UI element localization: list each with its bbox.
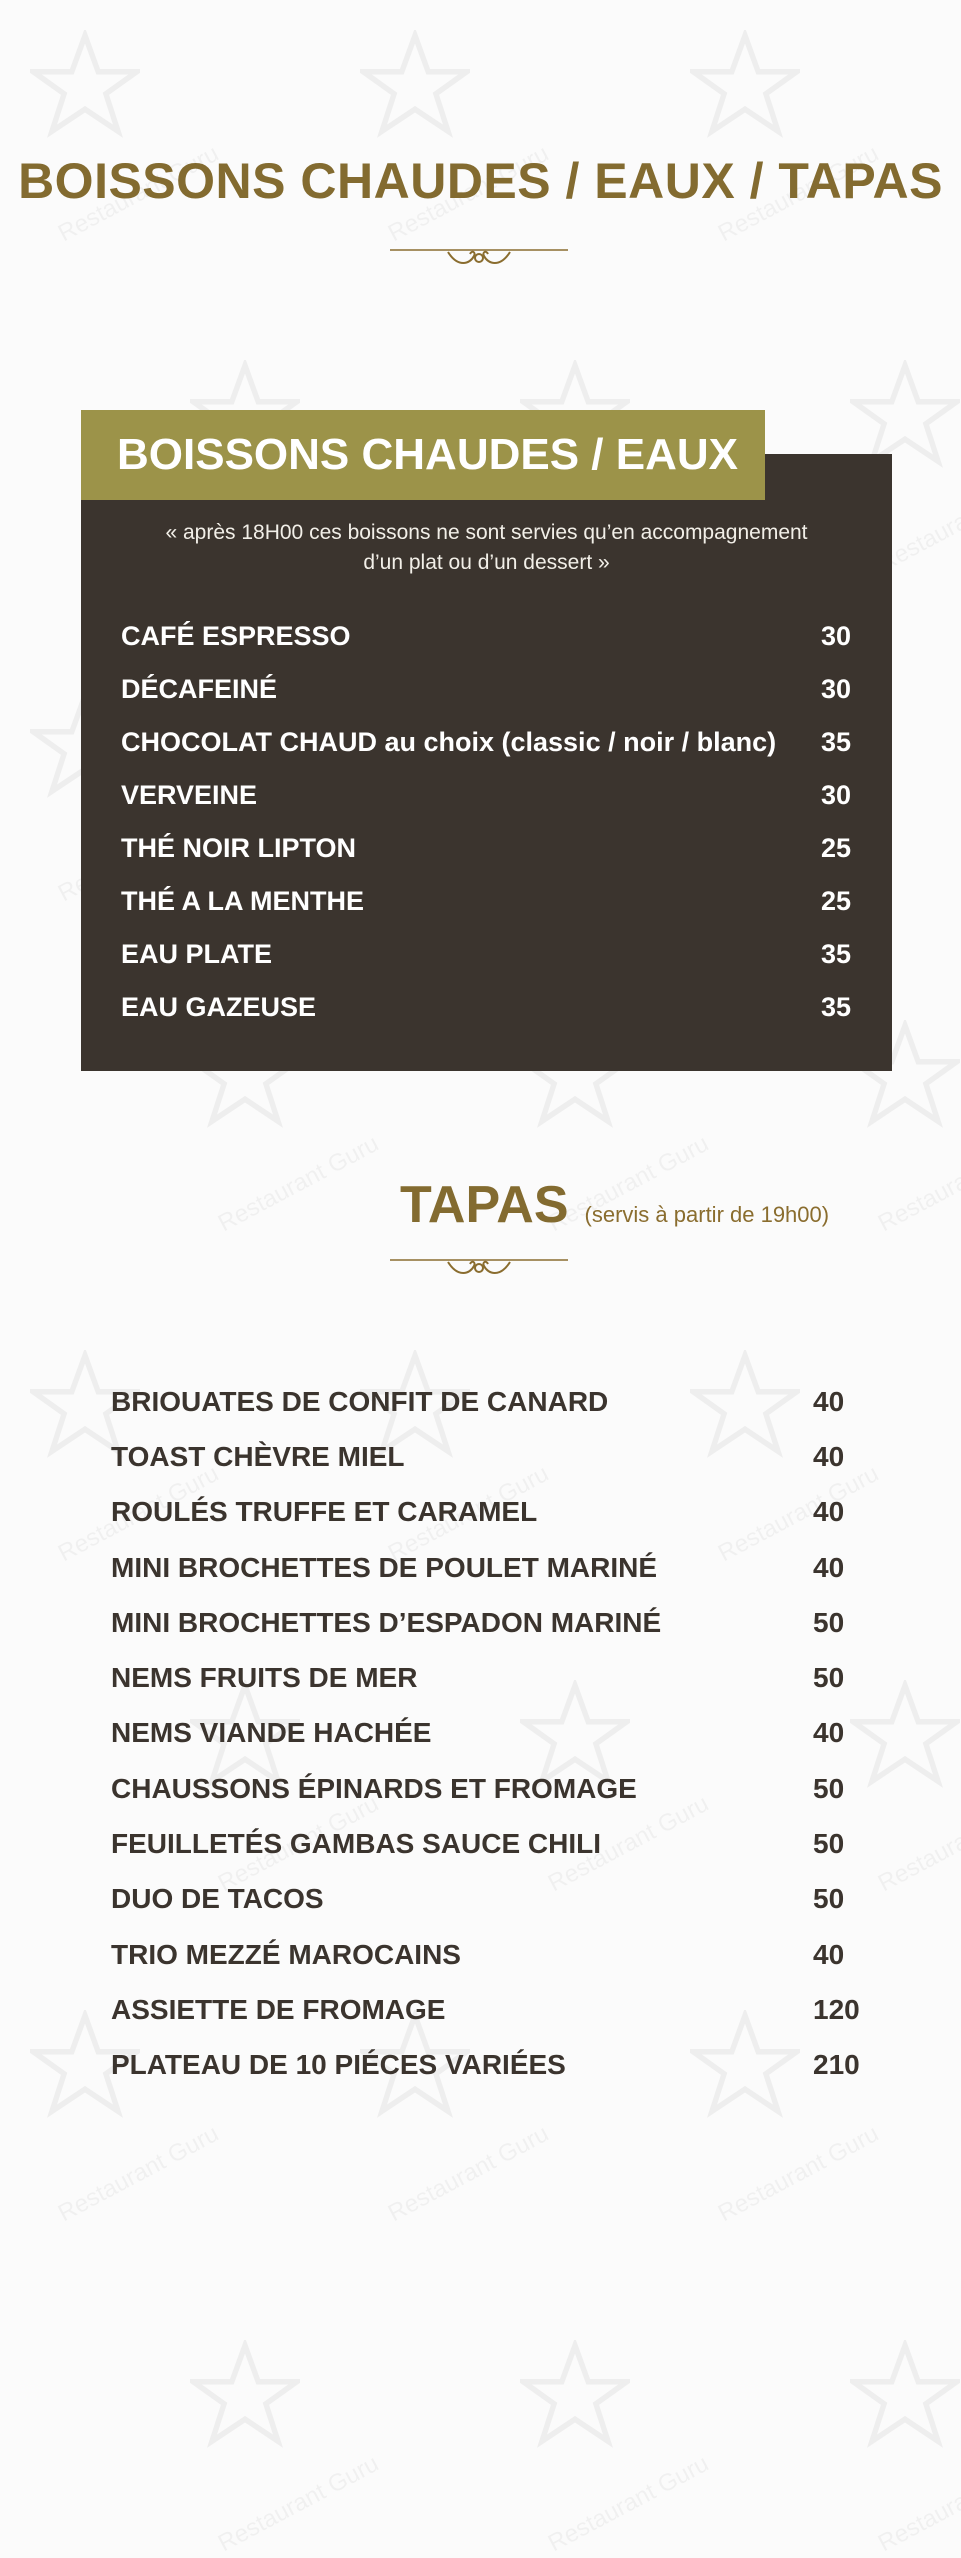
menu-item-price: 25: [820, 886, 851, 916]
menu-item-name: CHOCOLAT CHAUD au choix (classic / noir / blanc): [121, 727, 777, 757]
menu-item-price: 35: [820, 939, 851, 969]
decorative-flourish-icon: [388, 1252, 570, 1280]
menu-item: [111, 2038, 866, 2093]
menu-item-price: 50: [813, 1606, 845, 1638]
menu-item-price: 30: [820, 674, 851, 704]
watermark-text: [384, 2120, 554, 2228]
menu-item: [121, 663, 851, 716]
menu-item-price: 25: [820, 833, 851, 863]
menu-item: [111, 1485, 866, 1540]
menu-item-name: THÉ NOIR LIPTON: [121, 833, 357, 863]
page-title: BOISSONS CHAUDES / EAUX / TAPAS: [18, 153, 943, 209]
menu-item: [111, 1595, 866, 1650]
watermark-text: [874, 1790, 961, 1898]
section-subtitle: (servis à partir de 19h00): [584, 1202, 830, 1227]
note-line: d’un plat ou d’un dessert »: [363, 551, 610, 574]
menu-item: [111, 1429, 866, 1484]
menu-item-name: EAU GAZEUSE: [121, 992, 317, 1022]
menu-item-price: 40: [813, 1717, 845, 1749]
watermark-text: [54, 2120, 224, 2228]
restaurant-guru-logo-icon: [190, 2340, 300, 2450]
menu-item-name: MINI BROCHETTES DE POULET MARINÉ: [111, 1551, 658, 1583]
menu-item-price: 40: [813, 1551, 845, 1583]
menu-item: [121, 875, 851, 928]
menu-item-price: 30: [820, 780, 851, 810]
menu-item-name: NEMS VIANDE HACHÉE: [111, 1717, 432, 1749]
hot-drinks-note: [81, 518, 892, 578]
section-title: BOISSONS CHAUDES / EAUX: [117, 430, 738, 479]
menu-item-price: 35: [820, 727, 851, 757]
hot-drinks-tab: [81, 410, 765, 500]
menu-item-name: CAFÉ ESPRESSO: [121, 621, 351, 651]
menu-item-name: CHAUSSONS ÉPINARDS ET FROMAGE: [111, 1772, 637, 1804]
menu-item: [111, 1540, 866, 1595]
restaurant-guru-logo-icon: [850, 1680, 960, 1790]
watermark-text: [874, 2450, 961, 2558]
menu-item-name: FEUILLETÉS GAMBAS SAUCE CHILI: [111, 1828, 602, 1860]
menu-item-price: 210: [813, 2049, 860, 2081]
menu-item: [121, 981, 851, 1034]
menu-item: [111, 1982, 866, 2037]
restaurant-guru-logo-icon: [30, 30, 140, 140]
menu-item: [111, 1761, 866, 1816]
menu-item-price: 120: [813, 1993, 860, 2025]
menu-item-name: ROULÉS TRUFFE ET CARAMEL: [111, 1496, 538, 1528]
menu-item-name: PLATEAU DE 10 PIÉCES VARIÉES: [111, 2049, 566, 2081]
menu-item-price: 40: [813, 1938, 845, 1970]
menu-item-price: 40: [813, 1496, 845, 1528]
menu-item-price: 50: [813, 1883, 845, 1915]
menu-item-name: TOAST CHÈVRE MIEL: [111, 1440, 405, 1472]
menu-item: [111, 1927, 866, 1982]
menu-item-name: NEMS FRUITS DE MER: [111, 1662, 418, 1694]
menu-item-price: 50: [813, 1772, 845, 1804]
menu-item: [111, 1650, 866, 1705]
restaurant-guru-logo-icon: [520, 2340, 630, 2450]
section-title: TAPAS: [400, 1176, 569, 1234]
menu-item: [111, 1872, 866, 1927]
menu-item: [121, 769, 851, 822]
watermark-text: [874, 1130, 961, 1238]
menu-item: [121, 822, 851, 875]
menu-item: [121, 928, 851, 981]
watermark-text: [714, 2120, 884, 2228]
menu-item-name: ASSIETTE DE FROMAGE: [111, 1993, 446, 2025]
menu-item-name: THÉ A LA MENTHE: [121, 886, 364, 916]
menu-item-price: 35: [820, 992, 851, 1022]
menu-item-name: EAU PLATE: [121, 939, 273, 969]
restaurant-guru-logo-icon: [850, 2340, 960, 2450]
tapas-header: [400, 1175, 829, 1235]
menu-item-price: 40: [813, 1440, 845, 1472]
menu-item-name: DÉCAFEINÉ: [121, 674, 278, 704]
menu-item-name: VERVEINE: [121, 780, 258, 810]
menu-item: [121, 610, 851, 663]
menu-item-name: MINI BROCHETTES D’ESPADON MARINÉ: [111, 1606, 662, 1638]
menu-item: [111, 1816, 866, 1871]
menu-item: [111, 1706, 866, 1761]
menu-item-price: 50: [813, 1828, 845, 1860]
restaurant-guru-logo-icon: [690, 30, 800, 140]
menu-item: [111, 1374, 866, 1429]
watermark-text: [214, 2450, 384, 2558]
watermark-text: [544, 2450, 714, 2558]
menu-item-name: BRIOUATES DE CONFIT DE CANARD: [111, 1385, 609, 1417]
watermark-text: [214, 1130, 384, 1238]
tapas-list: [111, 1374, 866, 2093]
hot-drinks-list: [121, 610, 851, 1034]
menu-item-name: TRIO MEZZÉ MAROCAINS: [111, 1938, 461, 1970]
menu-item-price: 40: [813, 1385, 845, 1417]
restaurant-guru-logo-icon: [360, 30, 470, 140]
decorative-flourish-icon: [388, 242, 570, 270]
note-line: « après 18H00 ces boissons ne sont servies qu’en accompagnement: [165, 521, 808, 544]
menu-item-name: DUO DE TACOS: [111, 1883, 324, 1915]
menu-item: [121, 716, 851, 769]
menu-item-price: 30: [820, 621, 851, 651]
menu-item-price: 50: [813, 1662, 845, 1694]
